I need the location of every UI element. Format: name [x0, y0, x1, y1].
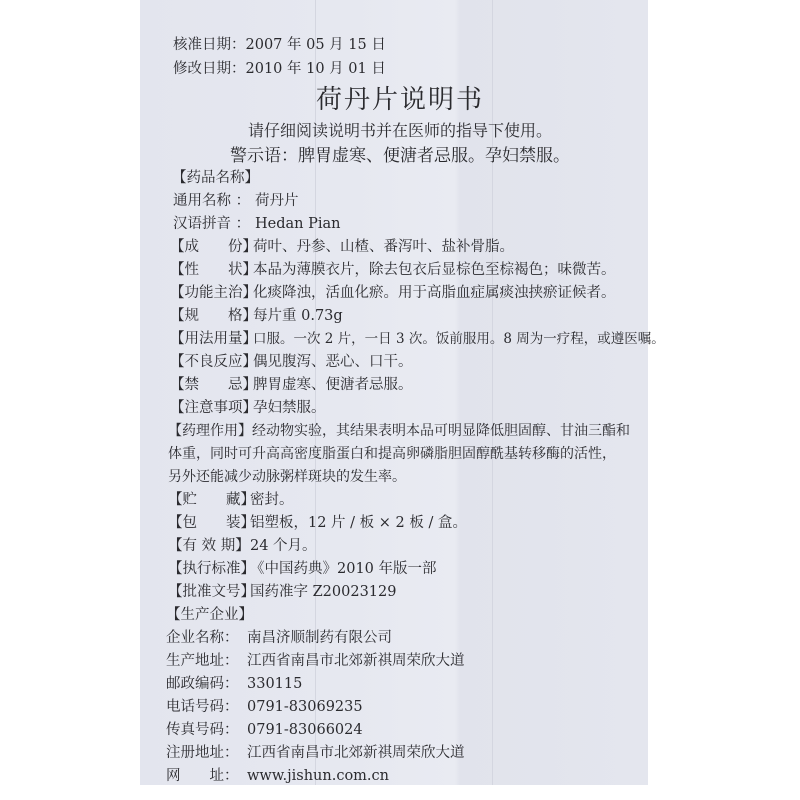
section-label: 【包 装】: [168, 515, 255, 531]
section-label: 【用法用量】: [170, 331, 257, 347]
manufacturer-row: [166, 651, 465, 671]
field-value: Hedan Pian: [255, 216, 341, 232]
section-row: [170, 283, 616, 303]
field-label: 传真号码：: [166, 722, 239, 738]
section-value: 口服。一次 2 片，一日 3 次。饭前服用。8 周为一疗程，或遵医嘱。: [253, 331, 665, 347]
field-value: 南昌济顺制药有限公司: [247, 630, 392, 646]
section-row: [170, 306, 343, 326]
section-row: [170, 398, 326, 418]
subtitle: 请仔细阅读说明书并在医师的指导下使用。: [247, 121, 552, 140]
section-label: 【有 效 期】: [168, 538, 250, 554]
manufacturer-row: [166, 743, 465, 763]
approval-date-value: 2007 年 05 月 15 日: [245, 37, 386, 53]
section-value: 密封。: [250, 492, 294, 508]
section-value: 化痰降浊，活血化瘀。用于高脂血症属痰浊挟瘀证候者。: [253, 285, 616, 301]
field-value: 0791-83069235: [247, 699, 363, 715]
field-value: 江西省南昌市北郊新祺周荣欣大道: [247, 745, 465, 761]
section-value: 偶见腹泻、恶心、口干。: [253, 354, 413, 370]
field-label: 生产地址：: [166, 653, 239, 669]
revision-date-value: 2010 年 10 月 01 日: [245, 61, 386, 77]
pharmacology-line: 体重，同时可升高高密度脂蛋白和提高卵磷脂胆固醇酰基转移酶的活性，: [168, 446, 616, 462]
section-label: 【不良反应】: [170, 354, 257, 370]
field-value: 荷丹片: [255, 193, 299, 209]
section-label: 【注意事项】: [170, 400, 257, 416]
section-label: 【性 状】: [170, 262, 257, 278]
field-label: 注册地址：: [166, 745, 239, 761]
field-value: 江西省南昌市北郊新祺周荣欣大道: [247, 653, 465, 669]
section-label: 【成 份】: [170, 239, 257, 255]
field-value: 0791-83066024: [247, 722, 363, 738]
manufacturer-row: [166, 674, 302, 694]
manufacturer-row: [166, 766, 389, 786]
section-value: 荷叶、丹参、山楂、番泻叶、盐补骨脂。: [253, 239, 514, 255]
field-label: 电话号码：: [166, 699, 239, 715]
section-row: [170, 260, 616, 280]
manufacturer-heading: 【生产企业】: [166, 607, 253, 623]
section-label: 【规 格】: [170, 308, 257, 324]
section-row: [170, 352, 413, 372]
field-label: 网 址：: [166, 768, 239, 784]
section-label: 【贮 藏】: [168, 492, 255, 508]
field-label: 汉语拼音 ：: [173, 216, 251, 232]
section-label: 【批准文号】: [168, 584, 255, 600]
manufacturer-row: [166, 720, 363, 740]
revision-date: [173, 59, 386, 79]
manufacturer-row: [166, 628, 392, 648]
section-label: 【禁 忌】: [170, 377, 257, 393]
field-label: 邮政编码：: [166, 676, 239, 692]
section-value: 经动物实验，其结果表明本品可明显降低胆固醇、甘油三酯和: [252, 423, 630, 439]
section-value: 每片重 0.73g: [253, 308, 343, 324]
section-value: 本品为薄膜衣片，除去包衣后显棕色至棕褐色；味微苦。: [253, 262, 616, 278]
section-value: 24 个月。: [250, 538, 317, 554]
fold-line: [492, 0, 493, 785]
section-value: 孕妇禁服。: [253, 400, 326, 416]
field-label: 企业名称：: [166, 630, 239, 646]
section-row: [168, 536, 317, 556]
revision-date-label: 修改日期：: [173, 61, 246, 77]
section-row: [168, 559, 437, 579]
website-value: www.jishun.com.cn: [247, 768, 389, 784]
warning: 警示语：脾胃虚寒、便溏者忌服。孕妇禁服。: [230, 146, 570, 166]
section-value: 铝塑板，12 片 / 板 × 2 板 / 盒。: [250, 515, 467, 531]
document-title: 荷丹片说明书: [315, 85, 484, 115]
section-row: [168, 513, 467, 533]
section-value: 国药准字 Z20023129: [250, 584, 397, 600]
pinyin-name: [173, 214, 340, 234]
section-row: [168, 582, 397, 602]
approval-date-label: 核准日期：: [173, 37, 246, 53]
approval-date: [173, 35, 386, 55]
manufacturer-row: [166, 697, 363, 717]
section-label: 【药理作用】: [168, 423, 252, 439]
section-label: 【功能主治】: [170, 285, 257, 301]
field-label: 通用名称 ：: [173, 193, 251, 209]
section-row: [170, 329, 665, 349]
pharmacology-line: 另外还能减少动脉粥样斑块的发生率。: [168, 469, 406, 485]
drug-name-heading: 【药品名称】: [172, 170, 259, 186]
section-row: [170, 237, 514, 257]
section-label: 【执行标准】: [168, 561, 255, 577]
section-value: 脾胃虚寒、便溏者忌服。: [253, 377, 413, 393]
field-value: 330115: [247, 676, 303, 692]
pharmacology-line: [168, 421, 630, 441]
generic-name: [173, 191, 299, 211]
section-row: [170, 375, 413, 395]
section-value: 《中国药典》2010 年版一部: [250, 561, 437, 577]
section-row: [168, 490, 294, 510]
